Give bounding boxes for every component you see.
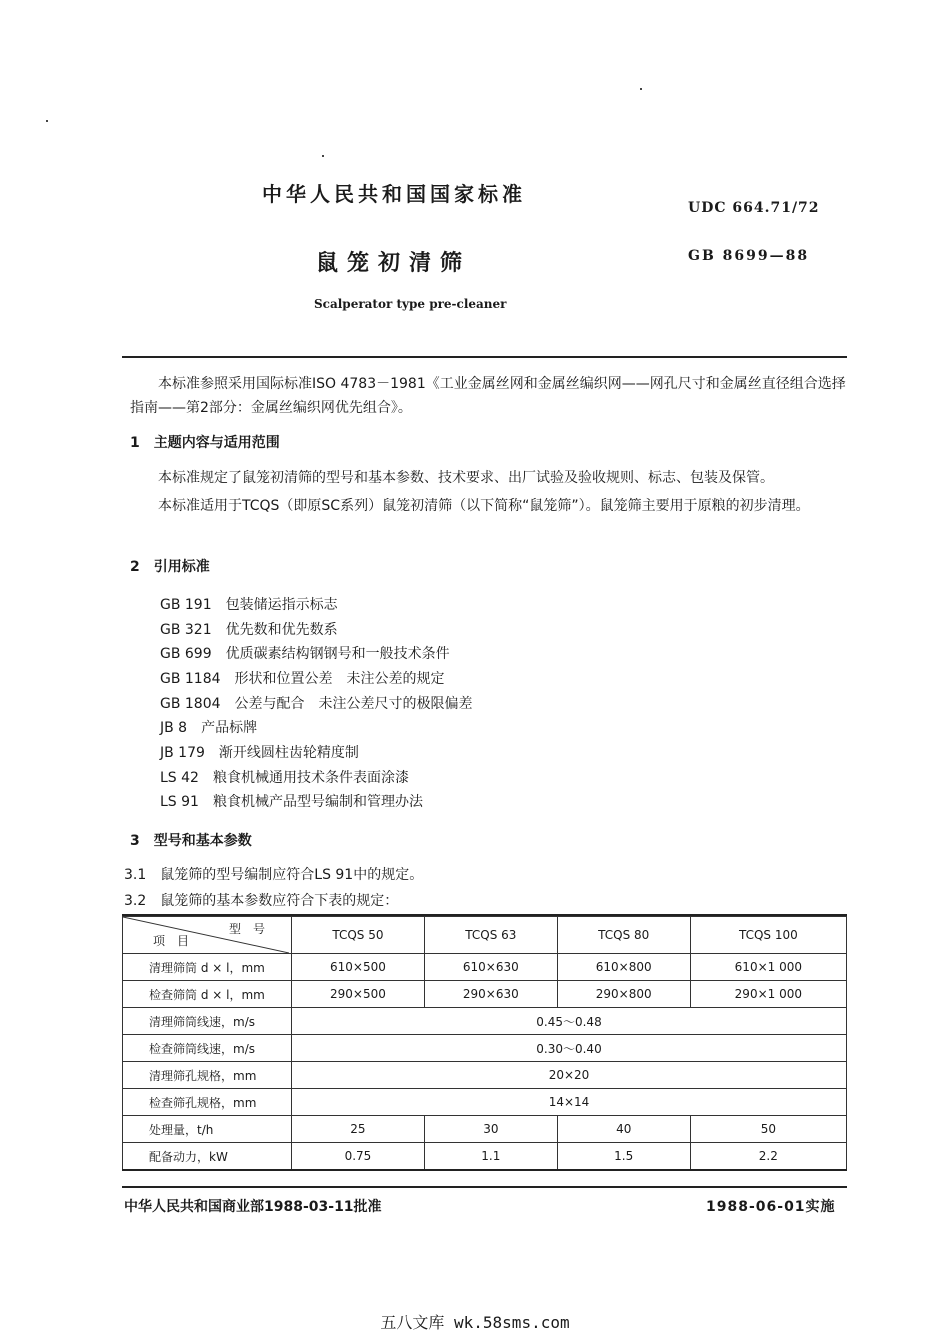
table-row	[123, 1116, 847, 1143]
table-cell: 610×1 000	[690, 954, 846, 981]
row-label: 检查筛孔规格，mm	[123, 1089, 292, 1116]
table-cell: 610×630	[424, 954, 557, 981]
merged-cell: 0.45～0.48	[292, 1008, 847, 1035]
table-cell: 610×800	[557, 954, 690, 981]
footer-rule	[122, 1186, 847, 1188]
watermark-text: 五八文库 wk.58sms.com	[380, 1313, 570, 1332]
reference-item: LS 91 粮食机械产品型号编制和管理办法	[160, 794, 423, 810]
reference-item: JB 8 产品标牌	[160, 720, 258, 736]
row-label: 处理量，t/h	[123, 1116, 292, 1143]
table-cell: 610×500	[292, 954, 425, 981]
row-label: 清理筛筒线速，m/s	[123, 1008, 292, 1035]
section-1-paragraph-2: 本标准适用于TCQS（即原SC系列）鼠笼初清筛（以下简称“鼠笼筛”）。鼠笼筛主要用于原粮的初步清理。	[158, 498, 810, 514]
table-row	[123, 1143, 847, 1171]
implementation-date: 1988-06-01实施	[706, 1199, 836, 1215]
scan-speck	[640, 88, 642, 90]
merged-cell: 0.30～0.40	[292, 1035, 847, 1062]
table-cell: 0.75	[292, 1143, 425, 1171]
table-cell: 25	[292, 1116, 425, 1143]
table-row	[123, 1035, 847, 1062]
table-cell: 290×1 000	[690, 981, 846, 1008]
clause-3-2: 3.2 鼠笼筛的基本参数应符合下表的规定：	[124, 893, 399, 909]
table-cell: 290×500	[292, 981, 425, 1008]
model-header: TCQS 80	[557, 917, 690, 954]
section-2-heading: 2 引用标准	[130, 559, 210, 575]
corner-label-model: 型 号	[228, 922, 265, 936]
row-label: 清理筛孔规格，mm	[123, 1062, 292, 1089]
corner-label-item: 项 目	[153, 934, 190, 948]
reference-item: GB 321 优先数和优先数系	[160, 622, 338, 638]
table-cell: 30	[424, 1116, 557, 1143]
reference-item: LS 42 粮食机械通用技术条件表面涂漆	[160, 770, 409, 786]
row-label: 检查筛筒 d × l，mm	[123, 981, 292, 1008]
merged-cell: 20×20	[292, 1062, 847, 1089]
table-row	[123, 954, 847, 981]
model-header: TCQS 63	[424, 917, 557, 954]
table-cell: 290×800	[557, 981, 690, 1008]
section-1-paragraph-1: 本标准规定了鼠笼初清筛的型号和基本参数、技术要求、出厂试验及验收规则、标志、包装及保管。	[158, 470, 774, 486]
row-label: 配备动力，kW	[123, 1143, 292, 1171]
table-row	[123, 981, 847, 1008]
table-row	[123, 1008, 847, 1035]
scan-speck	[46, 120, 48, 122]
model-header: TCQS 50	[292, 917, 425, 954]
standard-name: 鼠笼初清筛	[316, 251, 472, 276]
table-cell: 2.2	[690, 1143, 846, 1171]
approval-date: 中华人民共和国商业部1988-03-11批准	[124, 1199, 382, 1215]
reference-item: GB 191 包装储运指示标志	[160, 597, 338, 613]
parameters-table	[122, 916, 847, 1171]
header-rule	[122, 356, 847, 358]
reference-item: JB 179 渐开线圆柱齿轮精度制	[160, 745, 359, 761]
reference-item: GB 1184 形状和位置公差 未注公差的规定	[160, 671, 445, 687]
english-name: Scalperator type pre-cleaner	[314, 297, 507, 311]
national-standard-title: 中华人民共和国国家标准	[262, 182, 526, 206]
reference-item: GB 1804 公差与配合 未注公差尺寸的极限偏差	[160, 696, 473, 712]
section-1-heading: 1 主题内容与适用范围	[130, 435, 280, 451]
scan-speck	[322, 155, 324, 157]
udc-code: UDC 664.71/72	[688, 200, 820, 216]
table-row	[123, 1089, 847, 1116]
reference-item: GB 699 优质碳素结构钢钢号和一般技术条件	[160, 646, 450, 662]
gb-number: GB 8699—88	[688, 248, 810, 264]
table-cell: 50	[690, 1116, 846, 1143]
model-header: TCQS 100	[690, 917, 846, 954]
intro-paragraph: 本标准参照采用国际标准ISO 4783－1981《工业金属丝网和金属丝编织网——网孔尺寸和金属丝直径组合选择指南——第2部分：金属丝编织网优先组合》。	[130, 376, 846, 416]
clause-3-1: 3.1 鼠笼筛的型号编制应符合LS 91中的规定。	[124, 867, 424, 883]
table-header-row	[123, 917, 847, 954]
row-label: 清理筛筒 d × l，mm	[123, 954, 292, 981]
table-cell: 1.1	[424, 1143, 557, 1171]
section-3-heading: 3 型号和基本参数	[130, 833, 252, 849]
table-cell: 40	[557, 1116, 690, 1143]
row-label: 检查筛筒线速，m/s	[123, 1035, 292, 1062]
table-corner-cell	[123, 917, 292, 954]
merged-cell: 14×14	[292, 1089, 847, 1116]
table-cell: 1.5	[557, 1143, 690, 1171]
table-row	[123, 1062, 847, 1089]
table-cell: 290×630	[424, 981, 557, 1008]
